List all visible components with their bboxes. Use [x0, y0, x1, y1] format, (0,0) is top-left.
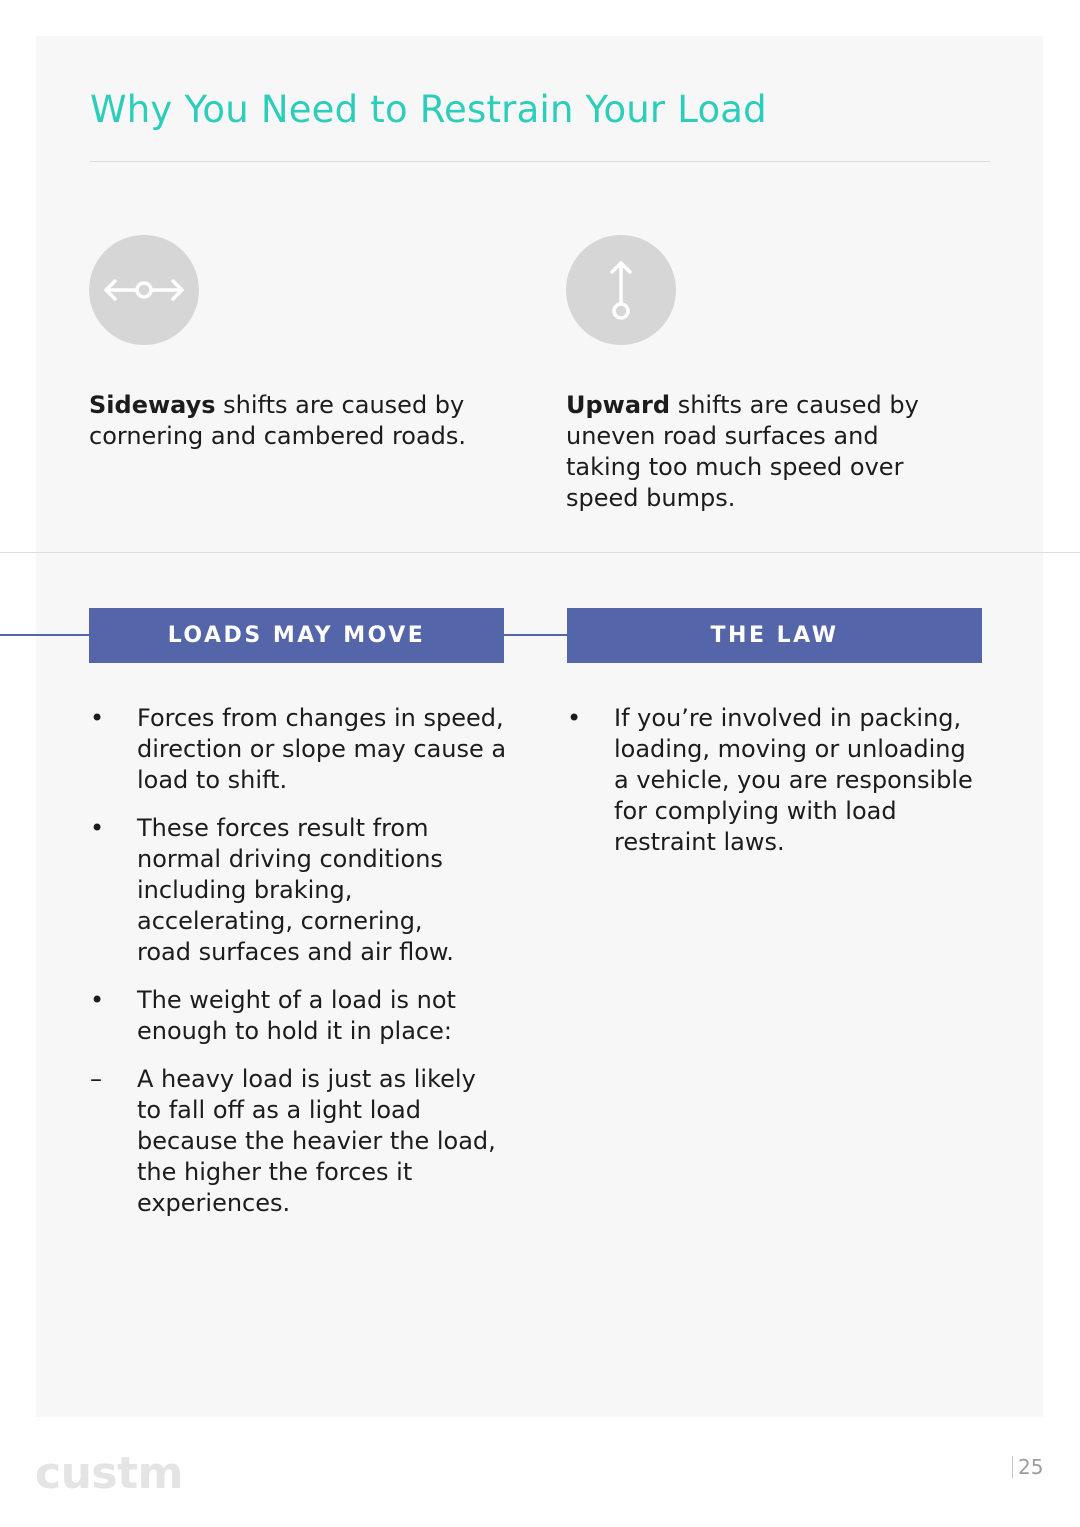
upward-arrow-icon — [566, 235, 676, 345]
upward-shift-text — [566, 390, 931, 514]
sideways-description: shifts are caused by cornering and cambered roads. — [89, 391, 467, 450]
list-item — [90, 1064, 520, 1219]
list-item-text: If you’re involved in packing, loading, moving or unloading a vehicle, you are responsible for complying with load restraint laws. — [614, 704, 973, 856]
bullet-marker: • — [90, 704, 105, 732]
list-item-text: The weight of a load is not enough to hold it in place: — [137, 986, 456, 1045]
list-item — [90, 985, 520, 1047]
sideways-shift-text — [89, 390, 489, 452]
list-item — [567, 703, 987, 858]
sideways-arrows-icon — [89, 235, 199, 345]
bullet-marker: • — [90, 814, 105, 842]
list-item-text: Forces from changes in speed, direction or slope may cause a load to shift. — [137, 704, 507, 794]
upward-description: shifts are caused by uneven road surfaces and taking too much speed over speed bumps. — [566, 391, 919, 512]
bullet-marker: • — [567, 704, 582, 732]
dash-marker: – — [90, 1065, 102, 1093]
the-law-header: THE LAW — [567, 608, 982, 663]
list-item-text: These forces result from normal driving conditions including braking, accelerating, cornering, road surfaces and air flow. — [137, 814, 454, 966]
loads-may-move-header: LOADS MAY MOVE — [89, 608, 504, 663]
header-connector-left — [0, 634, 90, 636]
page-number: 25 — [1012, 1456, 1043, 1478]
list-item — [90, 703, 520, 796]
section-divider — [0, 552, 1080, 553]
custm-logo: custm — [35, 1448, 183, 1499]
the-law-list — [567, 703, 987, 875]
loads-may-move-list — [90, 703, 520, 1236]
page-title: Why You Need to Restrain Your Load — [90, 88, 767, 131]
title-divider — [90, 161, 990, 162]
upward-term: Upward — [566, 391, 671, 419]
bullet-marker: • — [90, 986, 105, 1014]
sideways-term: Sideways — [89, 391, 216, 419]
list-item-text: A heavy load is just as likely to fall off as a light load because the heavier the load, the higher the forces it experiences. — [137, 1065, 496, 1217]
list-item — [90, 813, 520, 968]
header-connector-middle — [504, 634, 567, 636]
